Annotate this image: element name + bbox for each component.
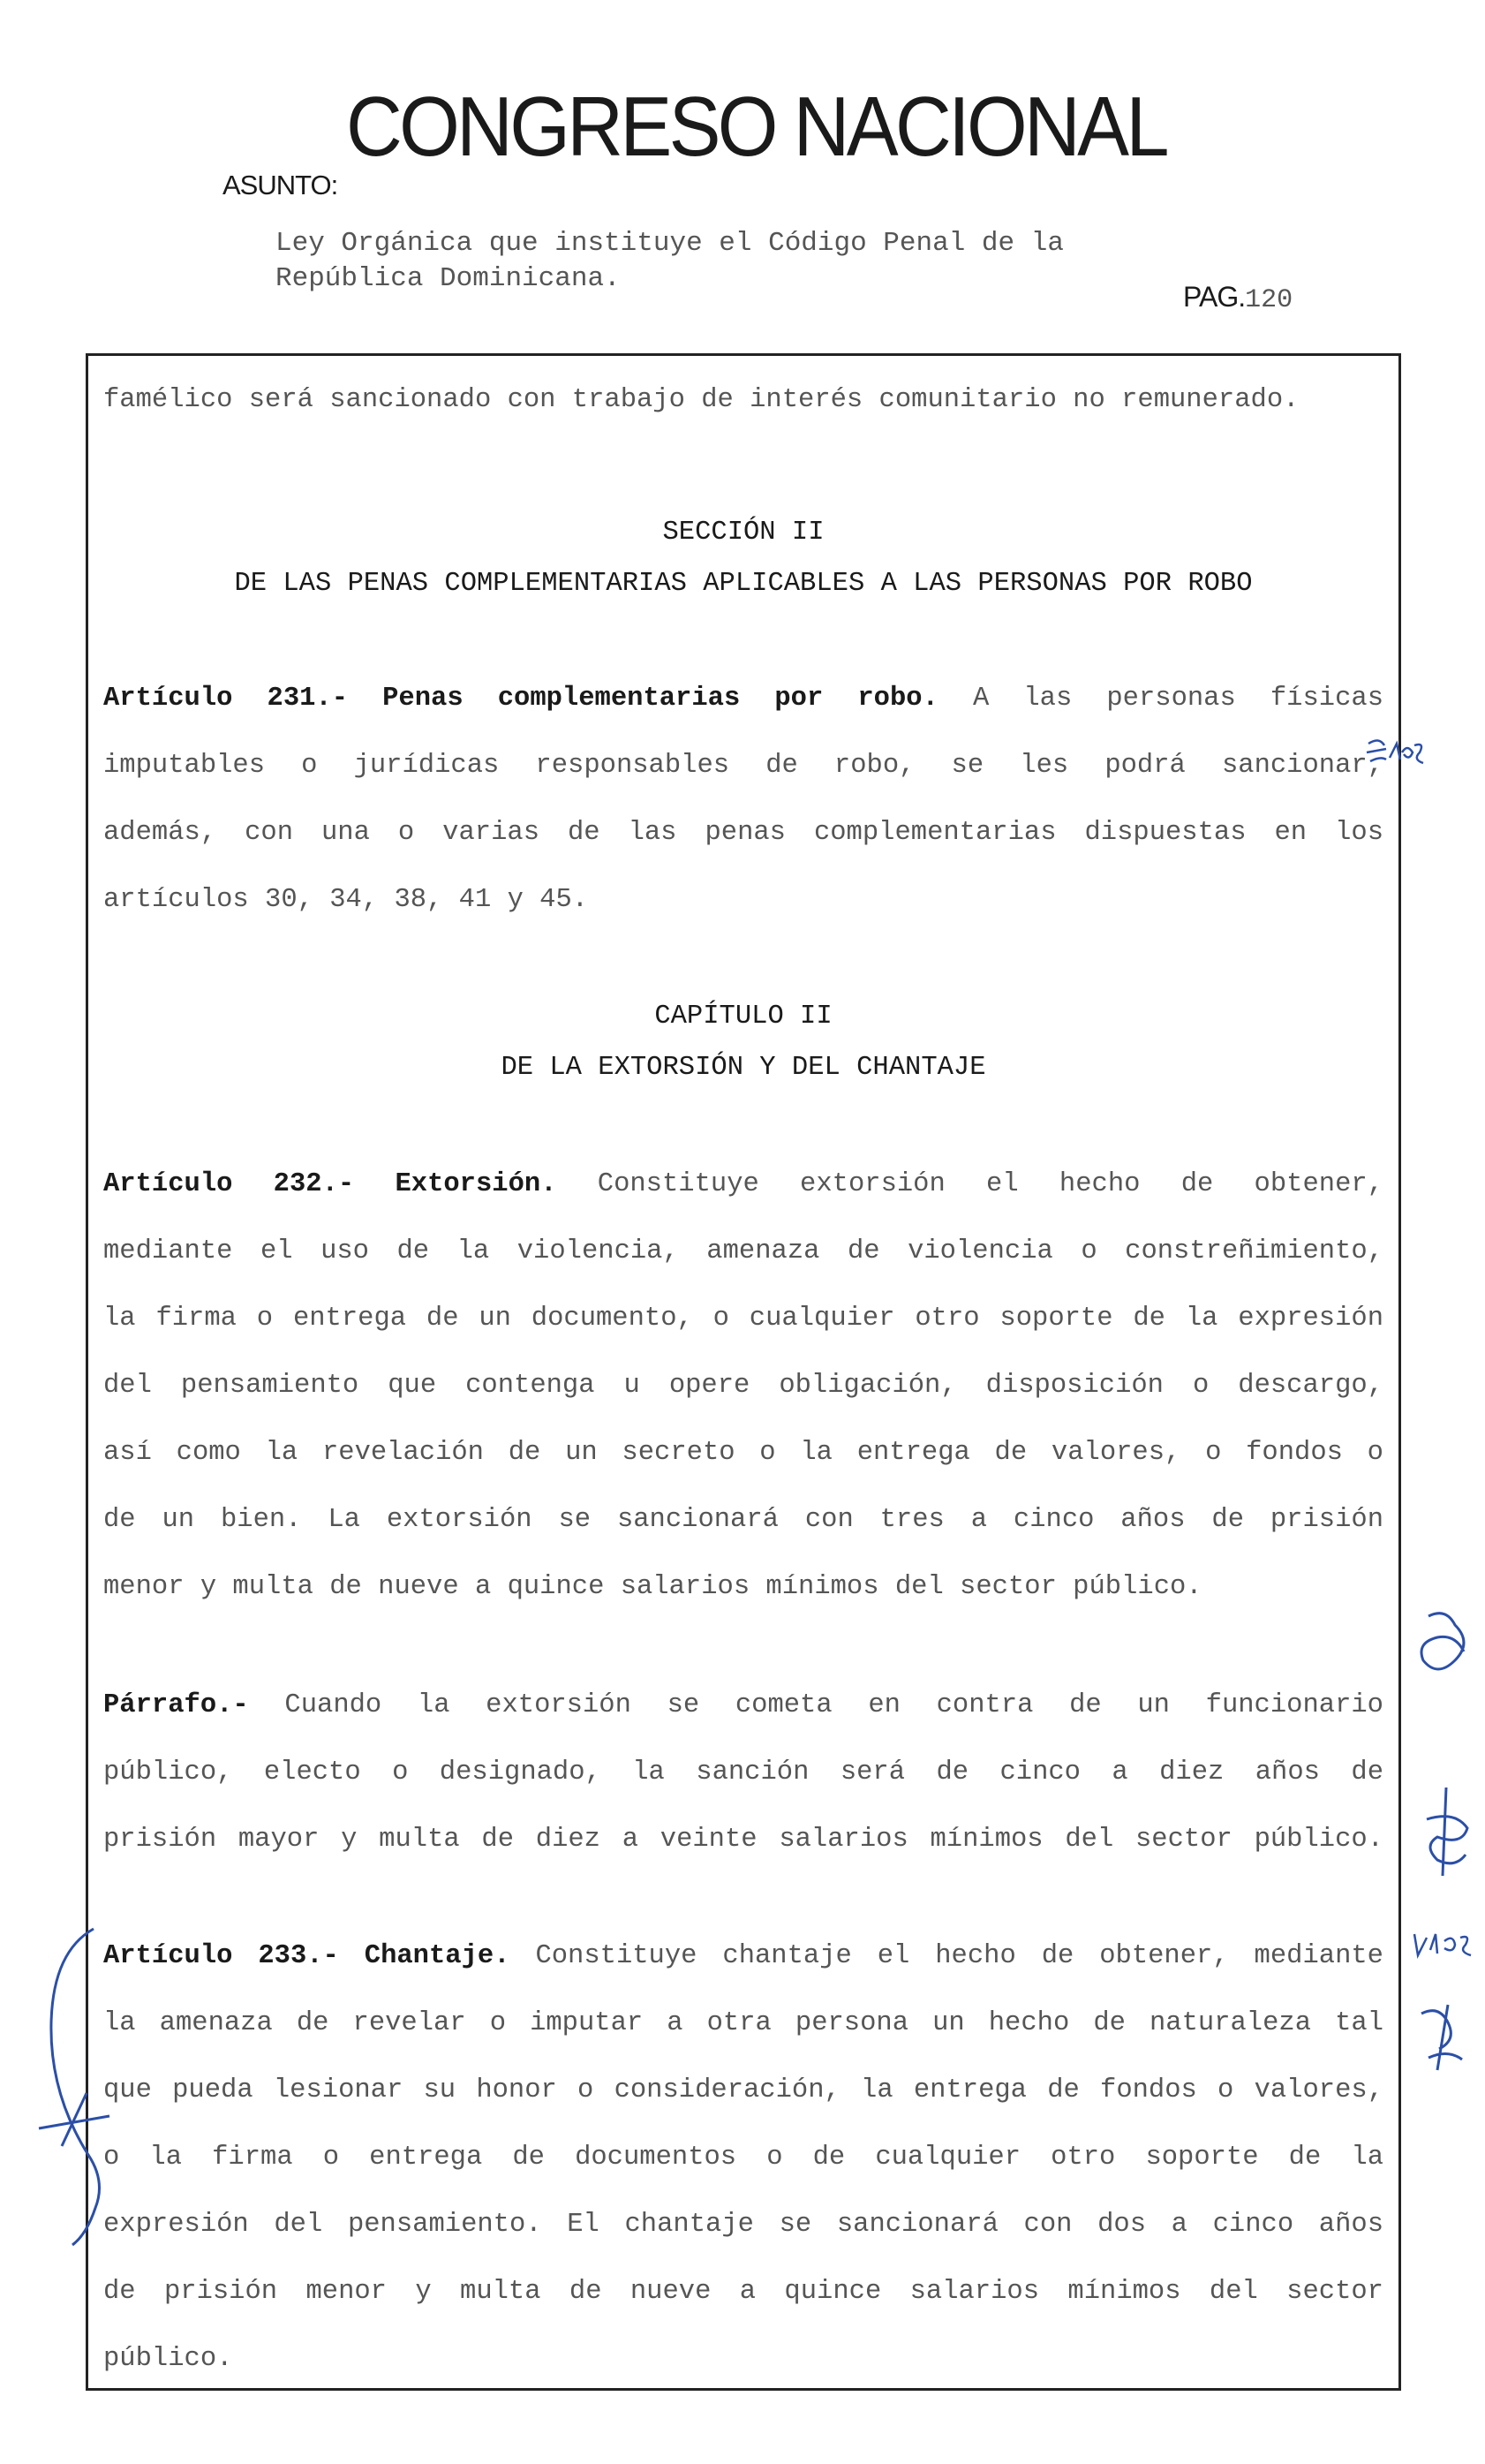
article-233-title: Artículo 233.- Chantaje. [103, 1941, 510, 1971]
article-231-line-3: además, con una o varias de las penas complementarias dispuestas en los [103, 818, 1383, 848]
article-232-line-7: menor y multa de nueve a quince salarios mínimos del sector público. [103, 1572, 1202, 1602]
handwritten-mark-2 [1411, 1784, 1481, 1881]
chapter-heading: CAPÍTULO II [654, 1001, 833, 1032]
section-heading: SECCIÓN II [662, 518, 825, 548]
handwritten-mark-3 [1413, 1996, 1474, 2075]
page-label: PAG. [1183, 281, 1246, 313]
section-subheading: DE LAS PENAS COMPLEMENTARIAS APLICABLES A LAS PERSONAS POR ROBO [234, 569, 1253, 599]
article-232-line-3: la firma o entrega de un documento, o cualquier otro soporte de la expresión [103, 1304, 1383, 1334]
chapter-subheading: DE LA EXTORSIÓN Y DEL CHANTAJE [501, 1053, 986, 1083]
article-231-title: Artículo 231.- Penas complementarias por robo. [103, 684, 938, 714]
article-232-line-5: así como la revelación de un secreto o la entrega de valores, o fondos o [103, 1438, 1383, 1468]
article-233-line-5: expresión del pensamiento. El chantaje se sancionará con dos a cinco años [103, 2210, 1383, 2240]
congress-title: CONGRESO NACIONAL [346, 79, 1166, 174]
article-233-line-3: que pueda lesionar su honor o consideración, la entrega de fondos o valores, [103, 2075, 1383, 2105]
article-231-line-2: imputables o jurídicas responsables de robo, se les podrá sancionar, [103, 751, 1383, 781]
parrafo-line-3: prisión mayor y multa de diez a veinte salarios mínimos del sector público. [103, 1825, 1383, 1855]
article-231-line-4: artículos 30, 34, 38, 41 y 45. [103, 885, 589, 915]
page-number: 120 [1245, 285, 1293, 315]
subject-line-2: República Dominicana. [275, 263, 621, 294]
article-233-line-4: o la firma o entrega de documentos o de cualquier otro soporte de la [103, 2143, 1383, 2173]
article-233-text: Constituye chantaje el hecho de obtener, mediante [535, 1941, 1383, 1971]
article-233-line-1 [103, 1943, 1383, 1970]
handwritten-mark-1 [1411, 1607, 1481, 1687]
article-232-line-1 [103, 1171, 1383, 1198]
asunto-label: ASUNTO: [222, 170, 338, 200]
article-231-text: A las personas físicas [972, 684, 1383, 714]
parrafo-line-1 [103, 1692, 1383, 1720]
subject-text [275, 226, 1202, 297]
article-231-line-1 [103, 685, 1383, 713]
article-232-line-6: de un bien. La extorsión se sancionará con tres a cinco años de prisión [103, 1505, 1383, 1535]
parrafo-text: Cuando la extorsión se cometa en contra de un funcionario [284, 1690, 1383, 1720]
article-233-line-7: público. [103, 2344, 233, 2374]
handwritten-initials-top [1360, 733, 1430, 786]
subject-line-1: Ley Orgánica que instituye el Código Penal de la [275, 228, 1064, 259]
parrafo-title: Párrafo.- [103, 1690, 249, 1720]
page-indicator [1183, 281, 1293, 315]
handwritten-initials-side [1409, 1925, 1480, 1978]
parrafo-line-2: público, electo o designado, la sanción será de cinco a diez años de [103, 1757, 1383, 1788]
article-232-line-4: del pensamiento que contenga u opere obligación, disposición o descargo, [103, 1371, 1383, 1401]
continuation-text: famélico será sancionado con trabajo de interés comunitario no remunerado. [103, 385, 1300, 415]
article-233-line-2: la amenaza de revelar o imputar a otra persona un hecho de naturaleza tal [103, 2008, 1383, 2038]
article-232-line-2: mediante el uso de la violencia, amenaza de violencia o constreñimiento, [103, 1236, 1383, 1266]
article-232-text: Constituye extorsión el hecho de obtener, [597, 1169, 1383, 1199]
handwritten-bracket [35, 1916, 132, 2252]
article-233-line-6: de prisión menor y multa de nueve a quince salarios mínimos del sector [103, 2277, 1383, 2307]
article-232-title: Artículo 232.- Extorsión. [103, 1169, 557, 1199]
